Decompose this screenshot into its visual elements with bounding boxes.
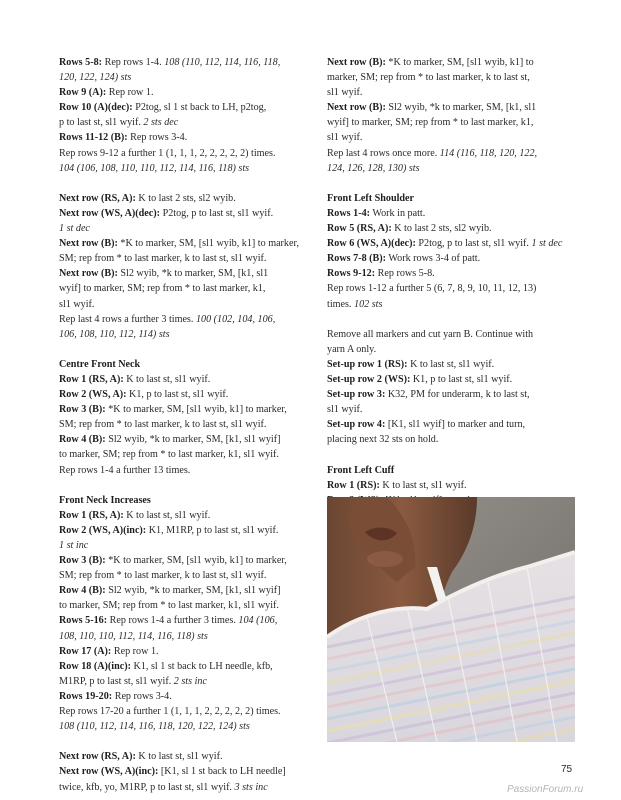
pattern-line: Rep last 4 rows once more. 114 (116, 118, 120, 122, [327, 147, 538, 159]
pattern-line: Row 9 (A): Rep row 1. [59, 87, 154, 99]
section-heading: Centre Front Neck [59, 358, 141, 370]
pattern-line: Rows 9-12: Rep rows 5-8. [327, 268, 435, 280]
pattern-line: placing next 32 sts on hold. [327, 434, 439, 446]
pattern-line: Set-up row 1 (RS): K to last st, sl1 wyif. [327, 358, 495, 370]
pattern-line: Row 5 (RS, A): K to last 2 sts, sl2 wyib. [327, 223, 492, 235]
pattern-line: SM; rep from * to last marker, k to last st, sl1 wyif. [59, 570, 267, 582]
pattern-line: Set-up row 4: [K1, sl1 wyif] to marker and turn, [327, 419, 526, 431]
pattern-line: p to last st, sl1 wyif. 2 sts dec [59, 117, 179, 129]
pattern-line: Row 17 (A): Rep row 1. [59, 645, 159, 657]
pattern-line: Row 4 (B): Sl2 wyib, *k to marker, SM, [k1, sl1 wyif] [59, 585, 281, 597]
right-column [327, 55, 575, 523]
pattern-line: 106, 108, 110, 112, 114) sts [59, 328, 170, 340]
pattern-line: 120, 122, 124) sts [59, 72, 132, 84]
pattern-line: Next row (B): *K to marker, SM, [sl1 wyib, k1] to marker, [59, 238, 299, 250]
pattern-line: Rep rows 9-12 a further 1 (1, 1, 1, 2, 2, 2, 2, 2) times. [59, 147, 276, 159]
pattern-line: Row 1 (RS, A): K to last st, sl1 wyif. [59, 509, 211, 521]
pattern-line: Rows 7-8 (B): Work rows 3-4 of patt. [327, 253, 481, 265]
pattern-line: Row 3 (B): *K to marker, SM, [sl1 wyib, k1] to marker, [59, 555, 287, 567]
pattern-line: sl1 wyif. [327, 87, 363, 99]
pattern-line: Row 2 (WS, A)(inc): K1, M1RP, p to last st, sl1 wyif. [59, 524, 279, 536]
pattern-line: times. 102 sts [327, 298, 383, 310]
pattern-line: Rows 19-20: Rep rows 3-4. [59, 690, 172, 702]
pattern-line: 104 (106, 108, 110, 110, 112, 114, 116, 118) sts [59, 162, 250, 174]
pattern-line: to marker, SM; rep from * to last marker, k1, sl1 wyif. [59, 600, 279, 612]
watermark: PassionForum.ru [507, 784, 584, 795]
pattern-line: Rep rows 1-12 a further 5 (6, 7, 8, 9, 10, 11, 12, 13) [327, 283, 537, 295]
pattern-line: 108, 110, 110, 112, 114, 116, 118) sts [59, 630, 208, 642]
pattern-line: sl1 wyif. [327, 132, 363, 144]
pattern-line: Next row (B): *K to marker, SM, [sl1 wyib, k1] to [327, 57, 534, 68]
pattern-line: Row 2 (WS, A): K1, p to last st, sl1 wyif. [59, 389, 229, 401]
pattern-line: sl1 wyif. [327, 404, 363, 416]
section-heading: Front Left Shoulder [327, 192, 415, 204]
pattern-line: 124, 126, 128, 130) sts [327, 162, 420, 174]
pattern-line: Set-up row 2 (WS): K1, p to last st, sl1 wyif. [327, 373, 513, 385]
pattern-line: Row 1 (RS, A): K to last st, sl1 wyif. [59, 373, 211, 385]
pattern-line: Rep rows 1-4 a further 13 times. [59, 464, 191, 476]
pattern-line: wyif] to marker, SM; rep from * to last marker, k1, [59, 283, 266, 295]
pattern-line: to marker, SM; rep from * to last marker, k1, sl1 wyif. [59, 449, 279, 461]
pattern-line: yarn A only. [327, 343, 377, 355]
pattern-line: Next row (RS, A): K to last st, sl1 wyif. [59, 751, 223, 763]
pattern-line: Next row (B): Sl2 wyib, *k to marker, SM, [k1, sl1 [59, 268, 269, 280]
section-heading: Front Neck Increases [59, 494, 151, 506]
pattern-line: Rep rows 17-20 a further 1 (1, 1, 1, 2, 2, 2, 2, 2) times. [59, 706, 281, 718]
pattern-line: Rows 1-4: Work in patt. [327, 207, 426, 219]
pattern-line: SM; rep from * to last marker, k to last st, sl1 wyif. [59, 419, 267, 431]
pattern-line: Next row (RS, A): K to last 2 sts, sl2 wyib. [59, 192, 236, 204]
pattern-line: marker, SM; rep from * to last marker, k to last st, [327, 72, 530, 84]
pattern-line: 108 (110, 112, 114, 116, 118, 120, 122, 124) sts [59, 721, 250, 733]
page-number: 75 [561, 764, 573, 775]
pattern-line: Set-up row 3: K32, PM for underarm, k to last st, [327, 389, 530, 401]
pattern-line: Row 6 (WS, A)(dec): P2tog, p to last st, sl1 wyif. 1 st dec [327, 238, 563, 250]
pattern-line: Next row (WS, A)(inc): [K1, sl 1 st back to LH needle] [59, 766, 286, 778]
pattern-line: SM; rep from * to last marker, k to last st, sl1 wyif. [59, 253, 267, 265]
pattern-line: 1 st dec [59, 223, 90, 235]
pattern-line: Row 3 (B): *K to marker, SM, [sl1 wyib, k1] to marker, [59, 404, 287, 416]
pattern-line: Row 10 (A)(dec): P2tog, sl 1 st back to LH, p2tog, [59, 102, 267, 114]
model-photo-illustration [327, 497, 575, 742]
pattern-line: 1 st inc [59, 540, 89, 551]
pattern-line: sl1 wyif. [59, 298, 95, 310]
pattern-line: twice, kfb, yo, M1RP, p to last st, sl1 wyif. 3 sts inc [59, 781, 268, 793]
left-column [59, 55, 309, 795]
pattern-line: Rows 11-12 (B): Rep rows 3-4. [59, 132, 188, 144]
pattern-line: Next row (B): Sl2 wyib, *k to marker, SM, [k1, sl1 [327, 102, 537, 114]
pattern-line: Rows 5-8: Rep rows 1-4. 108 (110, 112, 114, 116, 118, [59, 57, 281, 68]
model-photo [327, 497, 575, 742]
section-heading: Front Left Cuff [327, 464, 395, 476]
pattern-line: Row 1 (RS): K to last st, sl1 wyif. [327, 479, 467, 491]
pattern-line: Rows 5-16: Rep rows 1-4 a further 3 times. 104 (106, [59, 615, 278, 627]
pattern-line: M1RP, p to last st, sl1 wyif. 2 sts inc [59, 675, 207, 687]
pattern-line: Row 4 (B): Sl2 wyib, *k to marker, SM, [k1, sl1 wyif] [59, 434, 281, 446]
pattern-line: Remove all markers and cut yarn B. Continue with [327, 328, 534, 340]
pattern-line: Rep last 4 rows a further 3 times. 100 (102, 104, 106, [59, 313, 276, 325]
pattern-line: Next row (WS, A)(dec): P2tog, p to last st, sl1 wyif. [59, 207, 274, 219]
pattern-line: wyif] to marker, SM; rep from * to last marker, k1, [327, 117, 534, 129]
pattern-line: Row 18 (A)(inc): K1, sl 1 st back to LH needle, kfb, [59, 660, 273, 672]
